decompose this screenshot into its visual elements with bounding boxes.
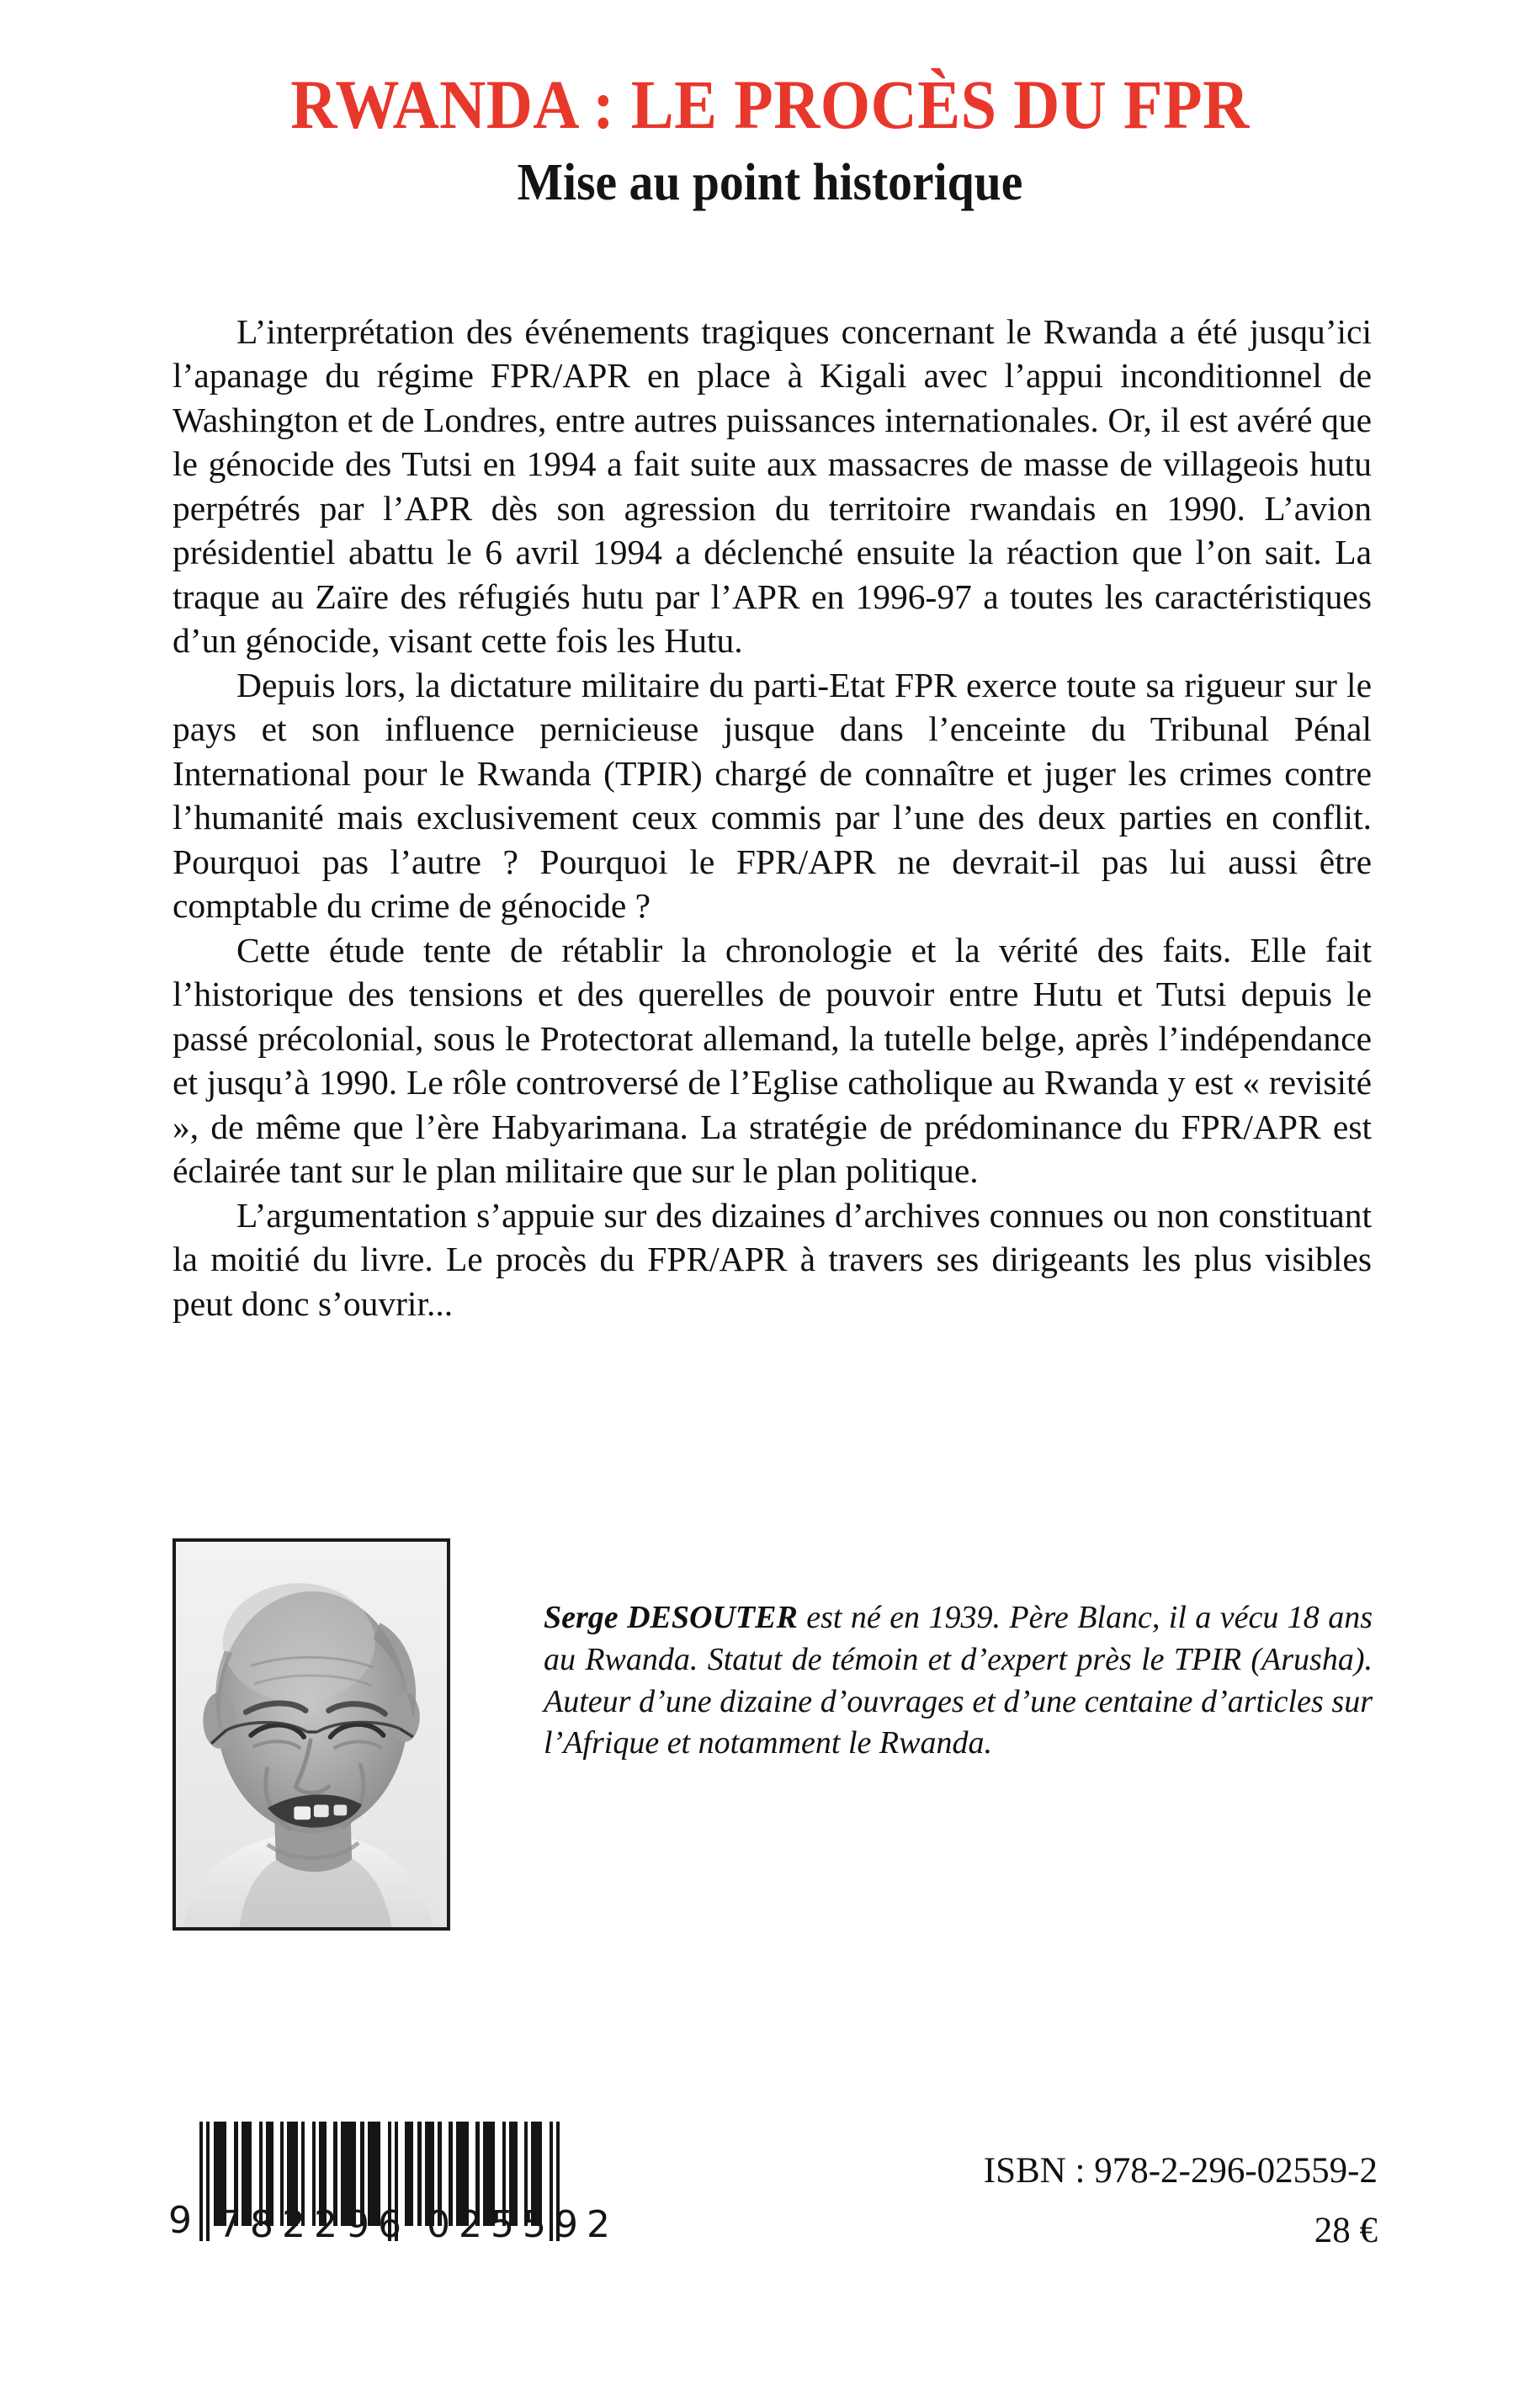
isbn-block: [984, 2144, 1378, 2258]
barcode-digits: [199, 2203, 619, 2246]
barcode-block: [168, 2111, 619, 2246]
title-block: [0, 66, 1540, 211]
author-name: Serge DESOUTER: [544, 1600, 798, 1635]
page-title: RWANDA : LE PROCÈS DU FPR: [290, 66, 1250, 143]
page-subtitle: Mise au point historique: [517, 153, 1023, 211]
barcode-group-1: 782296: [218, 2203, 410, 2246]
author-bio-text: est né en 1939. Père Blanc, il a vécu 18 ans au Rwanda. Statut de témoin et d’expert près le TPIR (Arusha). Auteur d’une dizaine d’ouvrages et d’une centaine d’articles sur l’Afrique et notamment le Rwanda.: [544, 1600, 1373, 1761]
author-bio: [544, 1597, 1373, 1765]
author-photo: [173, 1538, 450, 1931]
blurb-paragraph-4: L’argumentation s’appuie sur des dizaines d’archives connues ou non constituant la moitié du livre. Le procès du FPR/APR à travers ses dirigeants les plus visibles peut donc s’ouvrir...: [173, 1195, 1372, 1323]
author-block: [173, 1538, 1376, 1931]
ean-barcode: [168, 2111, 619, 2246]
barcode-group-2: 025592: [426, 2203, 619, 2246]
blurb-text: [173, 310, 1372, 1325]
isbn-number: ISBN : 978-2-296-02559-2: [983, 2151, 1378, 2191]
blurb-paragraph-3: Cette étude tente de rétablir la chronologie et la vérité des faits. Elle fait l’historique des tensions et des querelles de pouvoir entre Hutu et Tutsi depuis le passé précolonial, sous le Protectorat allemand, la tutelle belge, après l’indépendance et jusqu’à 1990. Le rôle controversé de l’Eglise catholique au Rwanda y est « revisité », de même que l’ère Habyarimana. La stratégie de prédominance du FPR/APR est éclairée tant sur le plan militaire que sur le plan politique.: [173, 930, 1372, 1191]
blurb-paragraph-2: Depuis lors, la dictature militaire du parti-Etat FPR exerce toute sa rigueur sur le pays et son influence pernicieuse jusque dans l’enceinte du Tribunal Pénal International pour le Rwanda (TPIR) chargé de connaître et juger les crimes contre l’humanité mais exclusivement ceux commis par l’une des deux parties en conflit. Pourquoi pas l’autre ? Pourquoi le FPR/APR ne devrait-il pas lui aussi être comptable du crime de génocide ?: [173, 665, 1372, 926]
barcode-bars: [199, 2122, 619, 2246]
blurb-paragraph-1: L’interprétation des événements tragiques concernant le Rwanda a été jusqu’ici l’apanage du régime FPR/APR en place à Kigali avec l’appui inconditionnel de Washington et de Londres, entre autres puissances internationales. Or, il est avéré que le génocide des Tutsi en 1994 a fait suite aux massacres de masse de villageois hutu perpétrés par l’APR dès son agression du territoire rwandais en 1990. L’avion présidentiel abattu le 6 avril 1994 a déclenché ensuite la réaction que l’on sait. La traque au Zaïre des réfugiés hutu par l’APR en 1996-97 a toutes les caractéristiques d’un génocide, visant cette fois les Hutu.: [173, 312, 1372, 661]
price-label: 28 €: [1314, 2210, 1378, 2250]
barcode-lead-digit: 9: [168, 2199, 192, 2242]
